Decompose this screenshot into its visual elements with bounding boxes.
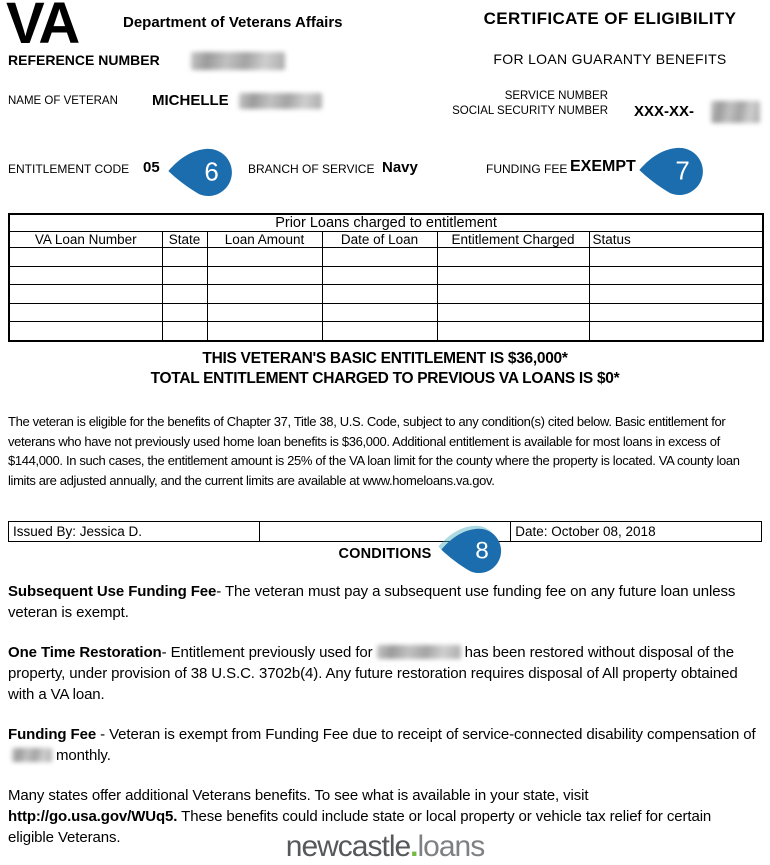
note-text-before: Many states offer additional Veterans benefits. To see what is available in your state, visit: [8, 787, 589, 804]
newcastle-loans-logo: [0, 830, 770, 864]
funding-fee-value: EXEMPT: [570, 158, 636, 175]
va-logo: VA: [6, 0, 79, 56]
veteran-first-name: MICHELLE: [152, 92, 229, 109]
condition-subsequent-use: [8, 581, 760, 623]
condition-separator: -: [216, 583, 225, 600]
table-header-row: [9, 232, 763, 248]
table-title-row: [9, 214, 763, 232]
table-row: [9, 248, 763, 267]
column-header-entitlement-charged: Entitlement Charged: [437, 232, 589, 248]
branch-of-service-label: BRANCH OF SERVICE: [248, 162, 375, 176]
logo-dot: .: [410, 830, 418, 863]
document-title: CERTIFICATE OF ELIGIBILITY: [483, 9, 737, 28]
benefits-url: http://go.usa.gov/WUq5.: [8, 808, 178, 825]
entitlement-charged-line: TOTAL ENTITLEMENT CHARGED TO PREVIOUS VA LOANS IS $0*: [150, 370, 620, 387]
document-subtitle: FOR LOAN GUARANTY BENEFITS: [493, 51, 727, 67]
issuance-row: [9, 522, 762, 542]
reference-number-label: REFERENCE NUMBER: [8, 52, 160, 68]
column-header-va-loan-number: VA Loan Number: [9, 232, 162, 248]
column-header-state: State: [162, 232, 207, 248]
callout-7-number: 7: [675, 155, 690, 186]
table-row: [9, 266, 763, 285]
issued-date-cell: Date: October 08, 2018: [511, 522, 762, 542]
ssn-masked-value: XXX-XX-: [634, 103, 695, 120]
conditions-body: [8, 581, 760, 865]
condition-text-after: has been restored without disposal of the property, under provision of 38 U.S.C. 3702b(4). Any future restoration requires disposal of All property obtained with a VA loan.: [8, 644, 738, 703]
condition-text-before: Entitlement previously used for: [170, 644, 373, 661]
entitlement-code-value: 05: [143, 159, 160, 176]
condition-one-time-restoration: [8, 642, 760, 705]
table-row: [9, 303, 763, 322]
annotation-callout-7-icon: [638, 146, 708, 196]
service-number-label: SERVICE NUMBER: [504, 90, 608, 102]
ssn-last-digits-redacted: [711, 101, 760, 123]
conditions-heading: CONDITIONS: [338, 546, 432, 562]
condition-funding-fee: [8, 724, 760, 766]
logo-tld-text: loans: [417, 830, 485, 863]
table-row: [9, 285, 763, 304]
reference-number-redacted: [191, 52, 285, 70]
callout-6-number: 6: [204, 156, 219, 187]
note-text-after: These benefits could include state or local property or vehicle tax relief for certain eligible Veterans.: [8, 808, 712, 846]
branch-of-service-value: Navy: [382, 159, 418, 176]
column-header-status: Status: [589, 232, 763, 248]
column-header-loan-amount: Loan Amount: [207, 232, 322, 248]
veteran-last-name-redacted: [239, 93, 322, 109]
condition-text: The veteran must pay a subsequent use funding fee on any future loan unless veteran is exempt.: [8, 583, 736, 621]
condition-text-before: Veteran is exempt from Funding Fee due to receipt of service-connected disability compensation of: [109, 726, 756, 743]
prior-loans-table: [8, 213, 764, 342]
eligibility-paragraph: The veteran is eligible for the benefits of Chapter 37, Title 38, U.S. Code, subject to any condition(s) cited below. Basic entitlement for veterans who have not previously used home loan benefits is $36,000. Additional entitlement is available for most loans in excess of $144,000. In such cases, the entitlement amount is 25% of the VA loan limit for the county where the property is located. VA county loan limits are adjusted annually, and the current limits are available at www.homeloans.va.gov.: [8, 414, 740, 488]
basic-entitlement-line: THIS VETERAN'S BASIC ENTITLEMENT IS $36,000*: [202, 350, 568, 367]
compensation-amount-redacted: [12, 748, 52, 762]
social-security-number-label: SOCIAL SECURITY NUMBER: [452, 105, 608, 117]
column-header-date-of-loan: Date of Loan: [322, 232, 437, 248]
agency-name: Department of Veterans Affairs: [123, 14, 343, 31]
service-ssn-label-block: [380, 89, 608, 119]
condition-title: Funding Fee: [8, 726, 97, 743]
condition-title: Subsequent Use Funding Fee: [8, 583, 217, 600]
condition-separator: -: [96, 726, 110, 743]
prior-loans-table-title: Prior Loans charged to entitlement: [9, 214, 763, 232]
entitlement-summary: [0, 349, 770, 389]
callout-8-number: 8: [475, 537, 489, 565]
name-of-veteran-label: NAME OF VETERAN: [8, 95, 118, 107]
condition-text-after: monthly.: [56, 747, 111, 764]
condition-separator: -: [161, 644, 171, 661]
table-row: [9, 322, 763, 341]
issued-by-cell: Issued By: Jessica D.: [9, 522, 260, 542]
annotation-callout-6-icon: [167, 147, 237, 197]
annotation-callout-8-icon: [440, 527, 506, 574]
funding-fee-label: FUNDING FEE: [486, 162, 568, 176]
issuance-table: [8, 521, 762, 542]
entitlement-code-label: ENTITLEMENT CODE: [8, 162, 130, 176]
condition-title: One Time Restoration: [8, 644, 162, 661]
logo-name-text: newcastle: [285, 830, 411, 863]
loan-number-redacted: [377, 645, 461, 659]
